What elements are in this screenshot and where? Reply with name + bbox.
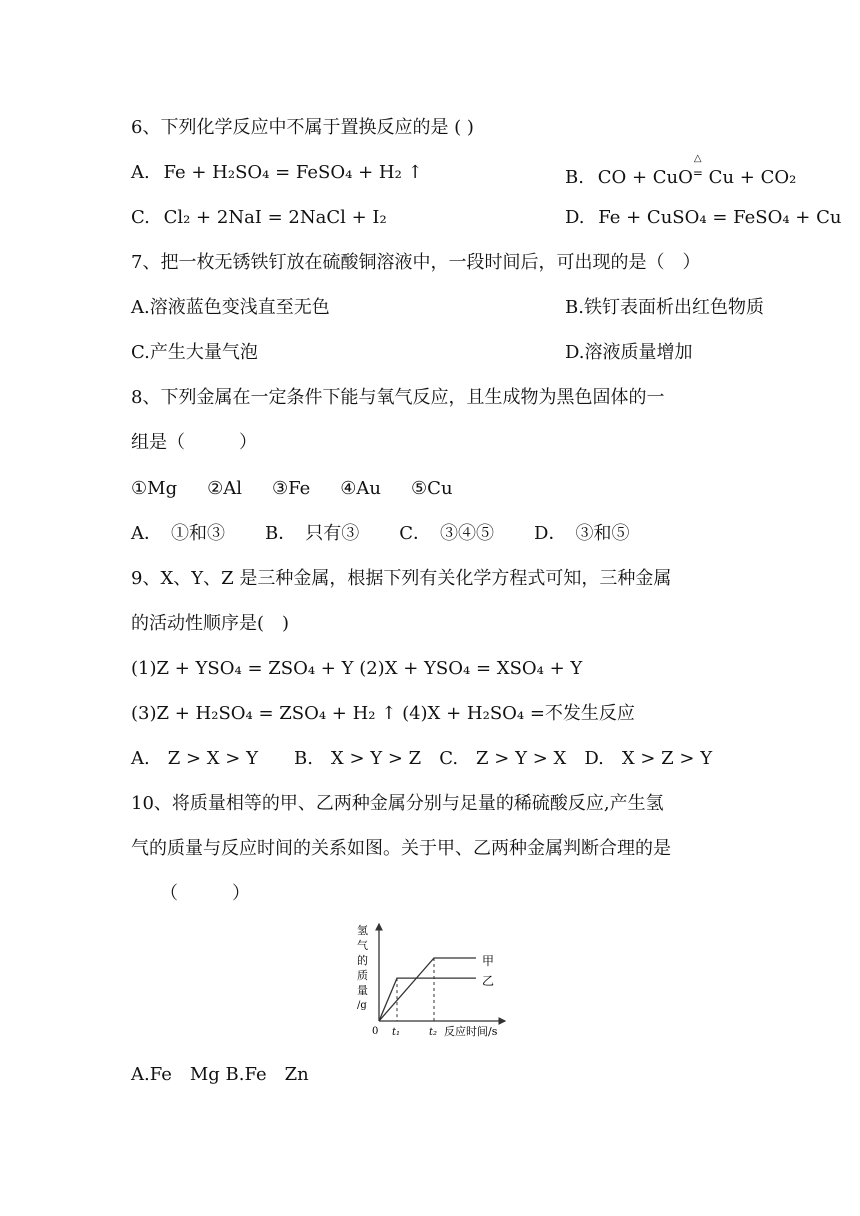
q6-stem: 6、下列化学反应中不属于置换反应的是 ( ) [131,117,474,138]
legend-jia: 甲 [482,954,495,968]
q9-eq1: (1)Z + YSO₄ = ZSO₄ + Y [131,658,354,679]
q6-b-eq-sign: = [692,166,703,180]
heat-triangle-icon: △ [693,153,702,164]
q8-item-al: ②Al [207,478,242,499]
ylabel-char-2: 气 [357,939,368,952]
q6-option-d [565,206,841,230]
q10-stem-line2: 气的质量与反应时间的关系如图。关于甲、乙两种金属判断合理的是 [131,838,671,859]
q7-option-c: C.产生大量气泡 [131,342,258,363]
q9-stem-line1: 9、X、Y、Z 是三种金属，根据下列有关化学方程式可知，三种金属 [131,568,672,589]
q6-b-left: CO + CuO [597,167,693,188]
q10-options: A.Fe Mg B.Fe Zn [131,1064,309,1085]
q9-options [131,747,712,771]
ylabel-char-3: 的 [357,954,368,967]
q10-chart [345,918,515,1043]
q9-option-b: B. X > Y > Z [293,748,422,769]
q9-eq2: (2)X + YSO₄ = XSO₄ + Y [359,658,583,679]
q8-stem-line2: 组是（ ） [131,432,257,453]
q6-row-ab [131,153,797,188]
ylabel-char-5: 量 [357,984,368,997]
ylabel-unit: /g [357,1000,367,1011]
x-axis-label: 反应时间/s [444,1025,498,1038]
q9-eq3: (3)Z + H₂SO₄ = ZSO₄ + H₂ ↑ [131,703,397,724]
q9-option-d: D. X > Z > Y [584,748,713,769]
q9-option-a: A. Z > X > Y [131,748,258,769]
q6-d-label: D. [565,207,585,228]
ylabel-char-1: 氢 [357,924,368,937]
origin-label: 0 [372,1026,379,1037]
q8-option-b: B． 只有③ [265,523,360,544]
q6-a-label: A. [131,162,150,183]
q8-items [131,477,453,501]
q6-d-eq: Fe + CuSO₄ = FeSO₄ + Cu [598,207,842,228]
q9-eq4: (4)X + H₂SO₄ =不发生反应 [402,703,635,724]
q6-b-heat-eq [692,153,703,190]
q8-item-au: ④Au [340,478,382,499]
q6-option-c: Cl₂ + 2NaI = 2NaCl + I₂ [163,207,387,228]
q7-option-d: D.溶液质量增加 [565,342,693,363]
q8-stem-line1: 8、下列金属在一定条件下能与氧气反应，且生成物为黑色固体的一 [131,387,665,408]
q9-eq-row2 [131,702,635,726]
q8-item-mg: ①Mg [131,478,178,499]
q9-stem-line2: 的活动性顺序是( ) [131,613,290,634]
q7-stem: 7、把一枚无锈铁钉放在硫酸铜溶液中，一段时间后，可出现的是（ ） [131,252,701,273]
q8-options [131,522,629,546]
q10-stem-line3: （ ） [160,883,250,904]
series-jia-line [379,958,476,1021]
q7-option-b: B.铁钉表面析出红色物质 [565,297,764,318]
q8-option-d: D． ③和⑤ [534,523,630,544]
q8-item-cu: ⑤Cu [411,478,453,499]
q9-eq-row1 [131,657,582,681]
q6-c-label: C. [131,207,150,228]
q7-row-cd [131,341,693,365]
q9-option-c: C. Z > Y > X [439,748,567,769]
q6-b-right: Cu + CO₂ [708,167,797,188]
q10-stem-line1: 10、将质量相等的甲、乙两种金属分别与足量的稀硫酸反应,产生氢 [131,793,664,814]
q6-row-cd [131,206,842,230]
q6-b-label: B. [565,167,584,188]
q7-row-ab [131,296,764,320]
ylabel-char-4: 质 [357,969,368,982]
xtick-t1: t₁ [392,1027,401,1038]
q6-option-a: Fe + H₂SO₄ = FeSO₄ + H₂ ↑ [163,162,423,183]
series-yi-line [379,978,476,1021]
q8-option-c: C． ③④⑤ [399,523,495,544]
xtick-t2: t₂ [429,1027,438,1038]
legend-yi: 乙 [482,974,495,988]
q8-item-fe: ③Fe [272,478,311,499]
q6-option-b [565,153,797,190]
q8-option-a: A． ①和③ [131,523,225,544]
q7-option-a: A.溶液蓝色变浅直至无色 [131,297,330,318]
